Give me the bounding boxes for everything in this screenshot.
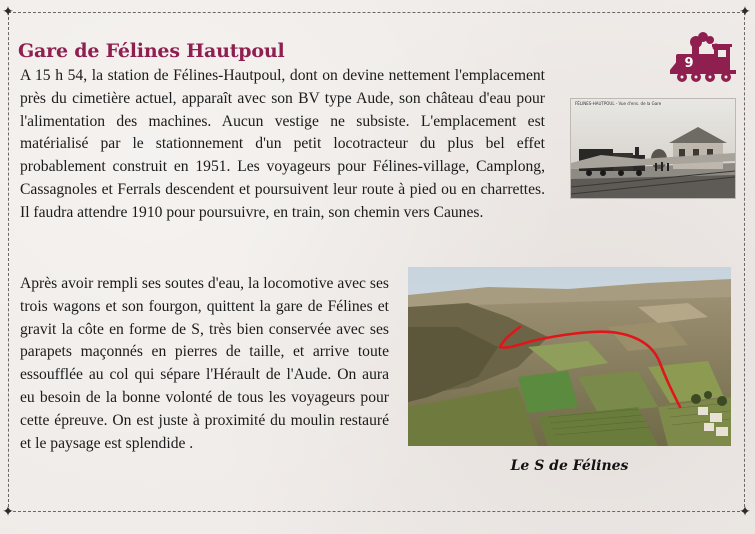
paragraph-station-body: A 15 h 54, la station de Félines-Hautpoul, dont on devine nettement l'emplacement près du cimetière actuel, apparaît avec son BV type Aude, son château d'eau pour l'alimentation des machines. Aucun vestige ne subsiste. L'emplacement est matérialisé par le stationnement d'un petit locotracteur du plus bel effet probablement construit en 1951. Les voyageurs pour Félines-village, Camplong, Cassagnoles et Ferrals descendent et poursuivent leur route à pied ou en charrettes. Il faudra attendre 1910 pour poursuivre, en train, (20, 67, 545, 221)
page-title: Gare de Félines Hautpoul (18, 40, 285, 62)
badge-number: 9 (684, 56, 694, 71)
paragraph-station (20, 65, 545, 225)
star-icon: ✦ (2, 4, 14, 20)
paragraph-ascent (20, 273, 389, 455)
aerial-photo (408, 267, 731, 446)
paragraph-ascent-last-line: restauré et le paysage est splendide . (20, 411, 389, 452)
paragraph-ascent-body: Après avoir rempli ses soutes d'eau, la locomotive avec ses trois wagons et son fourgon, quittent la gare de Félines et gravit la côte en forme de S, très bien conservée avec ses parapets maçonnés en pierres de taille, et arrive toute essoufflée au col qui sépare l'Hérault de l'Aude. On aura eu besoin de la bonne volonté de tous les voyageurs pour cette épreuve. On est juste à proximité du moulin (20, 275, 389, 429)
star-icon: ✦ (739, 504, 751, 520)
station-photo-caption: FÉLINES-HAUTPOUL - Vue d'ens. de la Gare (575, 101, 662, 106)
aerial-photo-caption: Le S de Félines (510, 458, 629, 474)
station-photo (570, 98, 736, 199)
locomotive-icon (668, 28, 740, 84)
star-icon: ✦ (2, 504, 14, 520)
star-icon: ✦ (739, 4, 751, 20)
paragraph-station-last-line: son chemin vers Caunes. (328, 203, 484, 221)
